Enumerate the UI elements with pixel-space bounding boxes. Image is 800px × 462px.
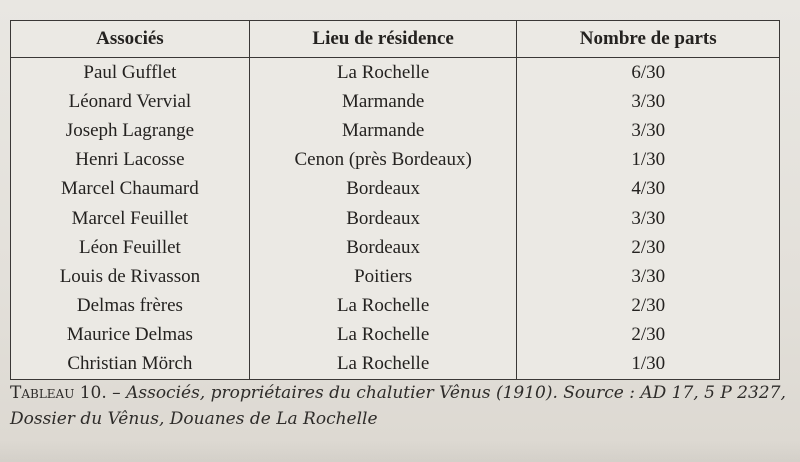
header-associes: Associés — [11, 21, 250, 58]
cell-parts: 3/30 — [517, 116, 780, 145]
table-row — [11, 87, 780, 116]
cell-associe: Léonard Vervial — [11, 87, 250, 116]
table-row — [11, 350, 780, 380]
table-row — [11, 116, 780, 145]
cell-parts: 6/30 — [517, 58, 780, 88]
caption-label: Tableau 10. — [10, 383, 107, 403]
table-row — [11, 58, 780, 88]
cell-associe: Joseph Lagrange — [11, 116, 250, 145]
cell-parts: 3/30 — [517, 204, 780, 233]
cell-associe: Léon Feuillet — [11, 233, 250, 262]
cell-parts: 1/30 — [517, 350, 780, 380]
associates-table-container — [10, 20, 780, 380]
cell-lieu: La Rochelle — [249, 350, 517, 380]
cell-lieu: La Rochelle — [249, 292, 517, 321]
cell-parts: 2/30 — [517, 233, 780, 262]
header-nombre-parts: Nombre de parts — [517, 21, 780, 58]
page-shadow — [0, 440, 800, 462]
cell-associe: Henri Lacosse — [11, 146, 250, 175]
cell-lieu: Marmande — [249, 87, 517, 116]
cell-associe: Delmas frères — [11, 292, 250, 321]
cell-associe: Paul Gufflet — [11, 58, 250, 88]
table-header-row — [11, 21, 780, 58]
cell-associe: Christian Mörch — [11, 350, 250, 380]
cell-lieu: Marmande — [249, 116, 517, 145]
table-row — [11, 204, 780, 233]
table-row — [11, 321, 780, 350]
cell-parts: 1/30 — [517, 146, 780, 175]
associates-table — [10, 20, 780, 380]
cell-associe: Marcel Chaumard — [11, 175, 250, 204]
table-row — [11, 233, 780, 262]
cell-parts: 3/30 — [517, 262, 780, 291]
cell-parts: 4/30 — [517, 175, 780, 204]
cell-lieu: Bordeaux — [249, 233, 517, 262]
cell-lieu: La Rochelle — [249, 321, 517, 350]
cell-lieu: Poitiers — [249, 262, 517, 291]
cell-associe: Marcel Feuillet — [11, 204, 250, 233]
header-lieu-residence: Lieu de résidence — [249, 21, 517, 58]
cell-parts: 2/30 — [517, 321, 780, 350]
table-row — [11, 292, 780, 321]
cell-lieu: Cenon (près Bordeaux) — [249, 146, 517, 175]
cell-lieu: Bordeaux — [249, 204, 517, 233]
table-row — [11, 262, 780, 291]
caption-text: – Associés, propriétaires du chalutier Vênus (1910). Source : AD 17, 5 P 2327, Dossier du Vênus, Douanes de La Rochelle — [10, 383, 786, 429]
cell-lieu: La Rochelle — [249, 58, 517, 88]
cell-lieu: Bordeaux — [249, 175, 517, 204]
cell-parts: 3/30 — [517, 87, 780, 116]
table-row — [11, 175, 780, 204]
cell-associe: Louis de Rivasson — [11, 262, 250, 291]
cell-associe: Maurice Delmas — [11, 321, 250, 350]
table-caption — [10, 380, 790, 432]
cell-parts: 2/30 — [517, 292, 780, 321]
table-row — [11, 146, 780, 175]
